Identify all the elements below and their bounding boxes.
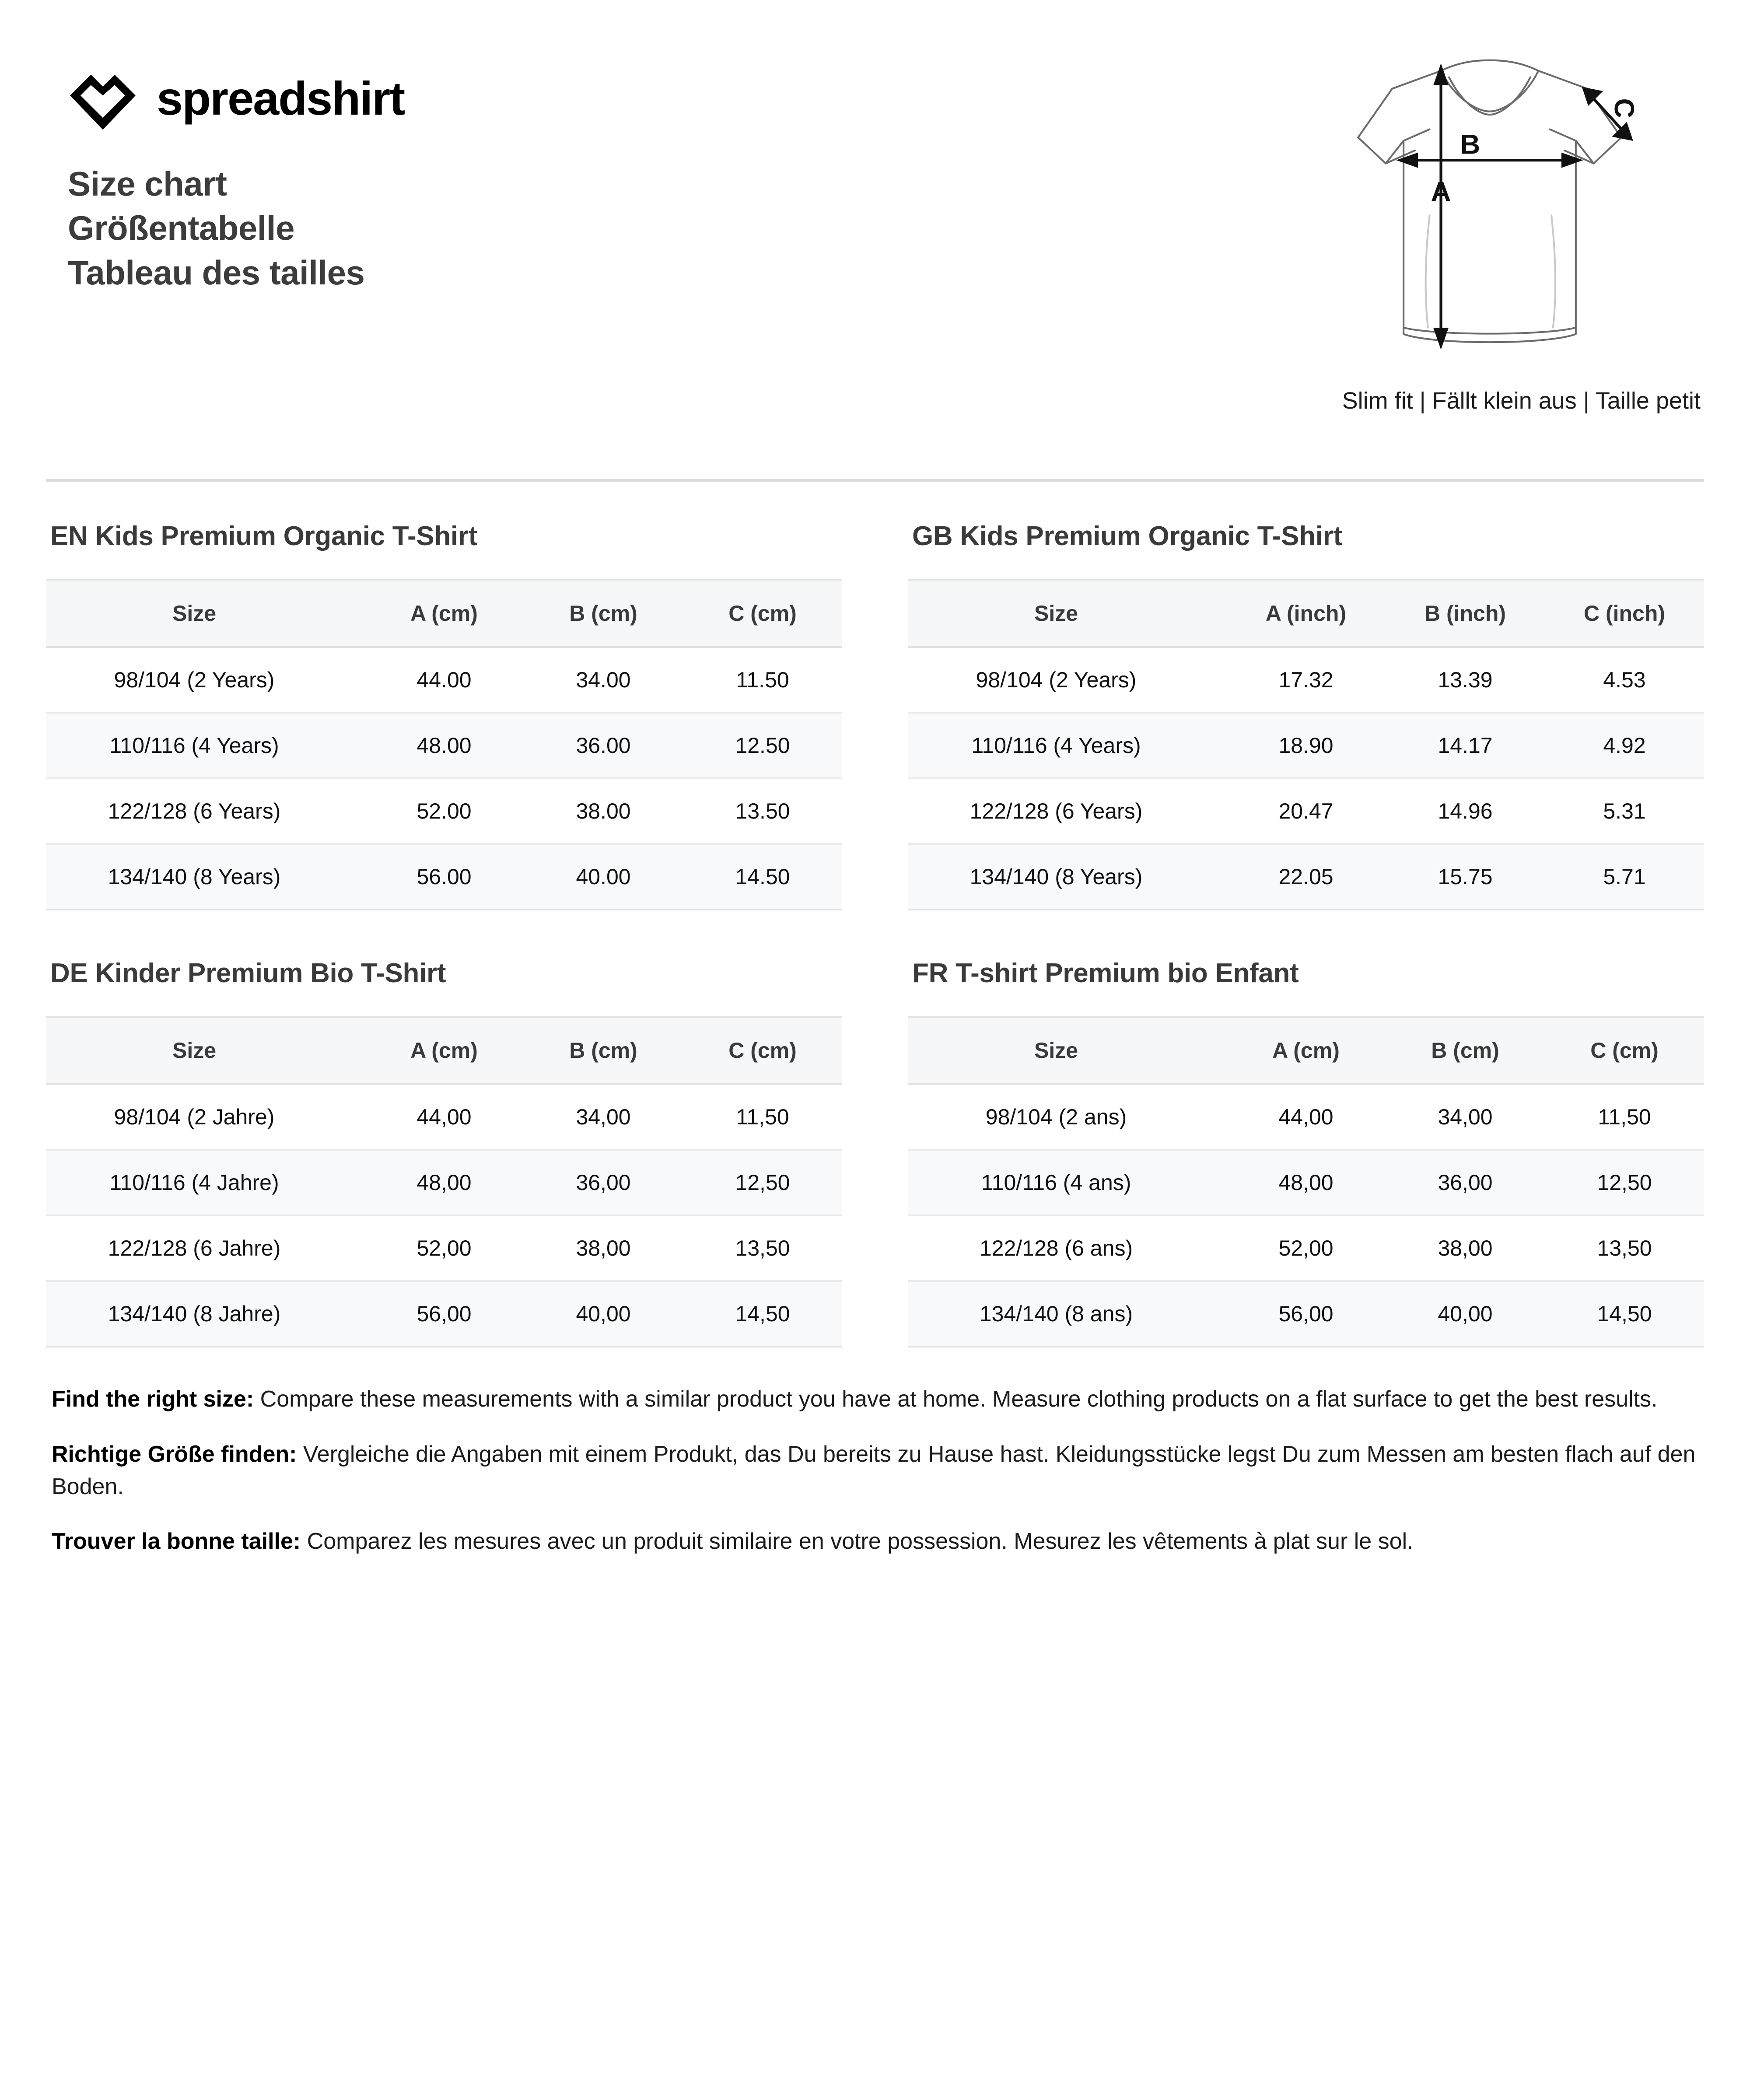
note-de-lead: Richtige Größe finden: <box>52 1441 297 1467</box>
cell-c: 5.31 <box>1545 778 1704 844</box>
col-header-a: A (cm) <box>364 1017 524 1084</box>
cell-size: 134/140 (8 Years) <box>46 844 364 910</box>
note-en-lead: Find the right size: <box>52 1386 254 1412</box>
cell-size: 122/128 (6 Jahre) <box>46 1215 364 1281</box>
cell-b: 38,00 <box>524 1215 683 1281</box>
note-en <box>52 1383 1701 1416</box>
cell-a: 52,00 <box>1226 1215 1386 1281</box>
note-fr <box>52 1526 1701 1558</box>
cell-a: 17.32 <box>1226 647 1386 713</box>
page-header <box>0 0 1750 464</box>
cell-c: 12,50 <box>1545 1150 1704 1215</box>
cell-c: 13.50 <box>683 778 842 844</box>
col-header-a: A (inch) <box>1226 580 1386 647</box>
size-table-fr <box>908 1016 1704 1348</box>
cell-a: 18.90 <box>1226 713 1386 778</box>
page-title <box>68 162 364 295</box>
col-header-b: B (cm) <box>524 580 683 647</box>
cell-b: 36.00 <box>524 713 683 778</box>
cell-size: 134/140 (8 ans) <box>908 1281 1226 1347</box>
label-a: A <box>1431 176 1451 207</box>
note-de <box>52 1438 1701 1503</box>
measurement-notes <box>52 1361 1701 1576</box>
cell-c: 13,50 <box>683 1215 842 1281</box>
cell-c: 4.92 <box>1545 713 1704 778</box>
cell-c: 14.50 <box>683 844 842 910</box>
table-row <box>908 1215 1704 1281</box>
table-row <box>46 647 842 713</box>
table-header-row <box>46 580 842 647</box>
label-c: C <box>1609 98 1639 119</box>
cell-a: 20.47 <box>1226 778 1386 844</box>
cell-size: 110/116 (4 ans) <box>908 1150 1226 1215</box>
size-table-block-de <box>46 958 842 1348</box>
table-row <box>908 844 1704 910</box>
cell-size: 122/128 (6 Years) <box>908 778 1226 844</box>
table-row <box>908 1084 1704 1150</box>
size-table-block-fr <box>908 958 1704 1348</box>
cell-c: 14,50 <box>683 1281 842 1347</box>
cell-a: 48,00 <box>1226 1150 1386 1215</box>
col-header-size: Size <box>908 1017 1226 1084</box>
col-header-size: Size <box>908 580 1226 647</box>
page-title-fr: Tableau des tailles <box>68 253 365 292</box>
fit-note: Slim fit | Fällt klein aus | Taille petit <box>1342 388 1701 414</box>
cell-c: 11.50 <box>683 647 842 713</box>
table-row <box>908 1281 1704 1347</box>
cell-b: 36,00 <box>1386 1150 1545 1215</box>
cell-b: 34.00 <box>524 647 683 713</box>
page-title-en: Size chart <box>68 164 227 203</box>
table-row <box>46 1150 842 1215</box>
cell-size: 98/104 (2 Jahre) <box>46 1084 364 1150</box>
cell-a: 44,00 <box>364 1084 524 1150</box>
table-row <box>46 1215 842 1281</box>
cell-b: 13.39 <box>1386 647 1545 713</box>
size-table-en <box>46 579 842 910</box>
table-header-row <box>908 580 1704 647</box>
spreadshirt-heart-logo-icon <box>66 61 140 136</box>
cell-c: 5.71 <box>1545 844 1704 910</box>
cell-size: 98/104 (2 Years) <box>908 647 1226 713</box>
table-row <box>46 844 842 910</box>
note-fr-lead: Trouver la bonne taille: <box>52 1529 301 1554</box>
cell-a: 52,00 <box>364 1215 524 1281</box>
size-table-title-en: EN Kids Premium Organic T-Shirt <box>50 521 478 551</box>
table-row <box>46 713 842 778</box>
cell-b: 40.00 <box>524 844 683 910</box>
table-header-row <box>908 1017 1704 1084</box>
cell-a: 48,00 <box>364 1150 524 1215</box>
table-row <box>908 647 1704 713</box>
header-divider <box>46 479 1704 482</box>
cell-b: 40,00 <box>1386 1281 1545 1347</box>
brand-logo <box>66 61 404 136</box>
cell-c: 4.53 <box>1545 647 1704 713</box>
col-header-b: B (cm) <box>524 1017 683 1084</box>
cell-size: 110/116 (4 Jahre) <box>46 1150 364 1215</box>
size-tables-row-2 <box>0 958 1750 1348</box>
cell-size: 134/140 (8 Years) <box>908 844 1226 910</box>
cell-a: 22.05 <box>1226 844 1386 910</box>
col-header-size: Size <box>46 580 364 647</box>
cell-size: 98/104 (2 Years) <box>46 647 364 713</box>
cell-c: 12.50 <box>683 713 842 778</box>
cell-c: 11,50 <box>1545 1084 1704 1150</box>
cell-size: 122/128 (6 Years) <box>46 778 364 844</box>
cell-b: 40,00 <box>524 1281 683 1347</box>
size-table-de <box>46 1016 842 1348</box>
col-header-c: C (cm) <box>683 580 842 647</box>
cell-a: 56,00 <box>1226 1281 1386 1347</box>
table-row <box>908 778 1704 844</box>
cell-c: 14,50 <box>1545 1281 1704 1347</box>
cell-a: 52.00 <box>364 778 524 844</box>
size-table-title-fr: FR T-shirt Premium bio Enfant <box>912 958 1299 988</box>
cell-a: 44.00 <box>364 647 524 713</box>
tshirt-diagram <box>1275 42 1704 414</box>
col-header-c: C (cm) <box>683 1017 842 1084</box>
cell-c: 11,50 <box>683 1084 842 1150</box>
cell-size: 122/128 (6 ans) <box>908 1215 1226 1281</box>
brand-name: spreadshirt <box>157 72 405 125</box>
cell-b: 14.17 <box>1386 713 1545 778</box>
size-table-title-gb: GB Kids Premium Organic T-Shirt <box>912 521 1342 551</box>
cell-b: 34,00 <box>524 1084 683 1150</box>
cell-b: 14.96 <box>1386 778 1545 844</box>
col-header-b: B (inch) <box>1386 580 1545 647</box>
size-table-gb <box>908 579 1704 910</box>
col-header-size: Size <box>46 1017 364 1084</box>
table-row <box>46 1281 842 1347</box>
note-fr-body: Comparez les mesures avec un produit similaire en votre possession. Mesurez les vêtements à plat sur le sol. <box>301 1529 1414 1554</box>
cell-a: 48.00 <box>364 713 524 778</box>
page-title-de: Größentabelle <box>68 209 294 248</box>
cell-size: 110/116 (4 Years) <box>908 713 1226 778</box>
table-header-row <box>46 1017 842 1084</box>
table-row <box>46 778 842 844</box>
cell-c: 13,50 <box>1545 1215 1704 1281</box>
note-de-body: Vergleiche die Angaben mit einem Produkt, das Du bereits zu Hause hast. Kleidungsstücke legst Du zum Messen am besten flach auf den Boden. <box>52 1441 1696 1499</box>
cell-a: 56,00 <box>364 1281 524 1347</box>
cell-size: 134/140 (8 Jahre) <box>46 1281 364 1347</box>
cell-b: 34,00 <box>1386 1084 1545 1150</box>
size-tables-grid <box>0 521 1750 1348</box>
cell-b: 15.75 <box>1386 844 1545 910</box>
col-header-a: A (cm) <box>364 580 524 647</box>
cell-b: 38,00 <box>1386 1215 1545 1281</box>
cell-c: 12,50 <box>683 1150 842 1215</box>
cell-a: 56.00 <box>364 844 524 910</box>
cell-b: 36,00 <box>524 1150 683 1215</box>
cell-b: 38.00 <box>524 778 683 844</box>
cell-size: 98/104 (2 ans) <box>908 1084 1226 1150</box>
tshirt-measurement-diagram-icon <box>1319 42 1660 383</box>
cell-a: 44,00 <box>1226 1084 1386 1150</box>
col-header-c: C (inch) <box>1545 580 1704 647</box>
col-header-b: B (cm) <box>1386 1017 1545 1084</box>
size-table-block-gb <box>908 521 1704 910</box>
size-table-block-en <box>46 521 842 910</box>
table-row <box>908 1150 1704 1215</box>
label-b: B <box>1460 129 1480 160</box>
note-en-body: Compare these measurements with a similar product you have at home. Measure clothing products on a flat surface to get the best results. <box>254 1386 1658 1412</box>
table-row <box>908 713 1704 778</box>
cell-size: 110/116 (4 Years) <box>46 713 364 778</box>
size-tables-row-1 <box>0 521 1750 910</box>
col-header-c: C (cm) <box>1545 1017 1704 1084</box>
table-row <box>46 1084 842 1150</box>
size-table-title-de: DE Kinder Premium Bio T-Shirt <box>50 958 446 988</box>
col-header-a: A (cm) <box>1226 1017 1386 1084</box>
